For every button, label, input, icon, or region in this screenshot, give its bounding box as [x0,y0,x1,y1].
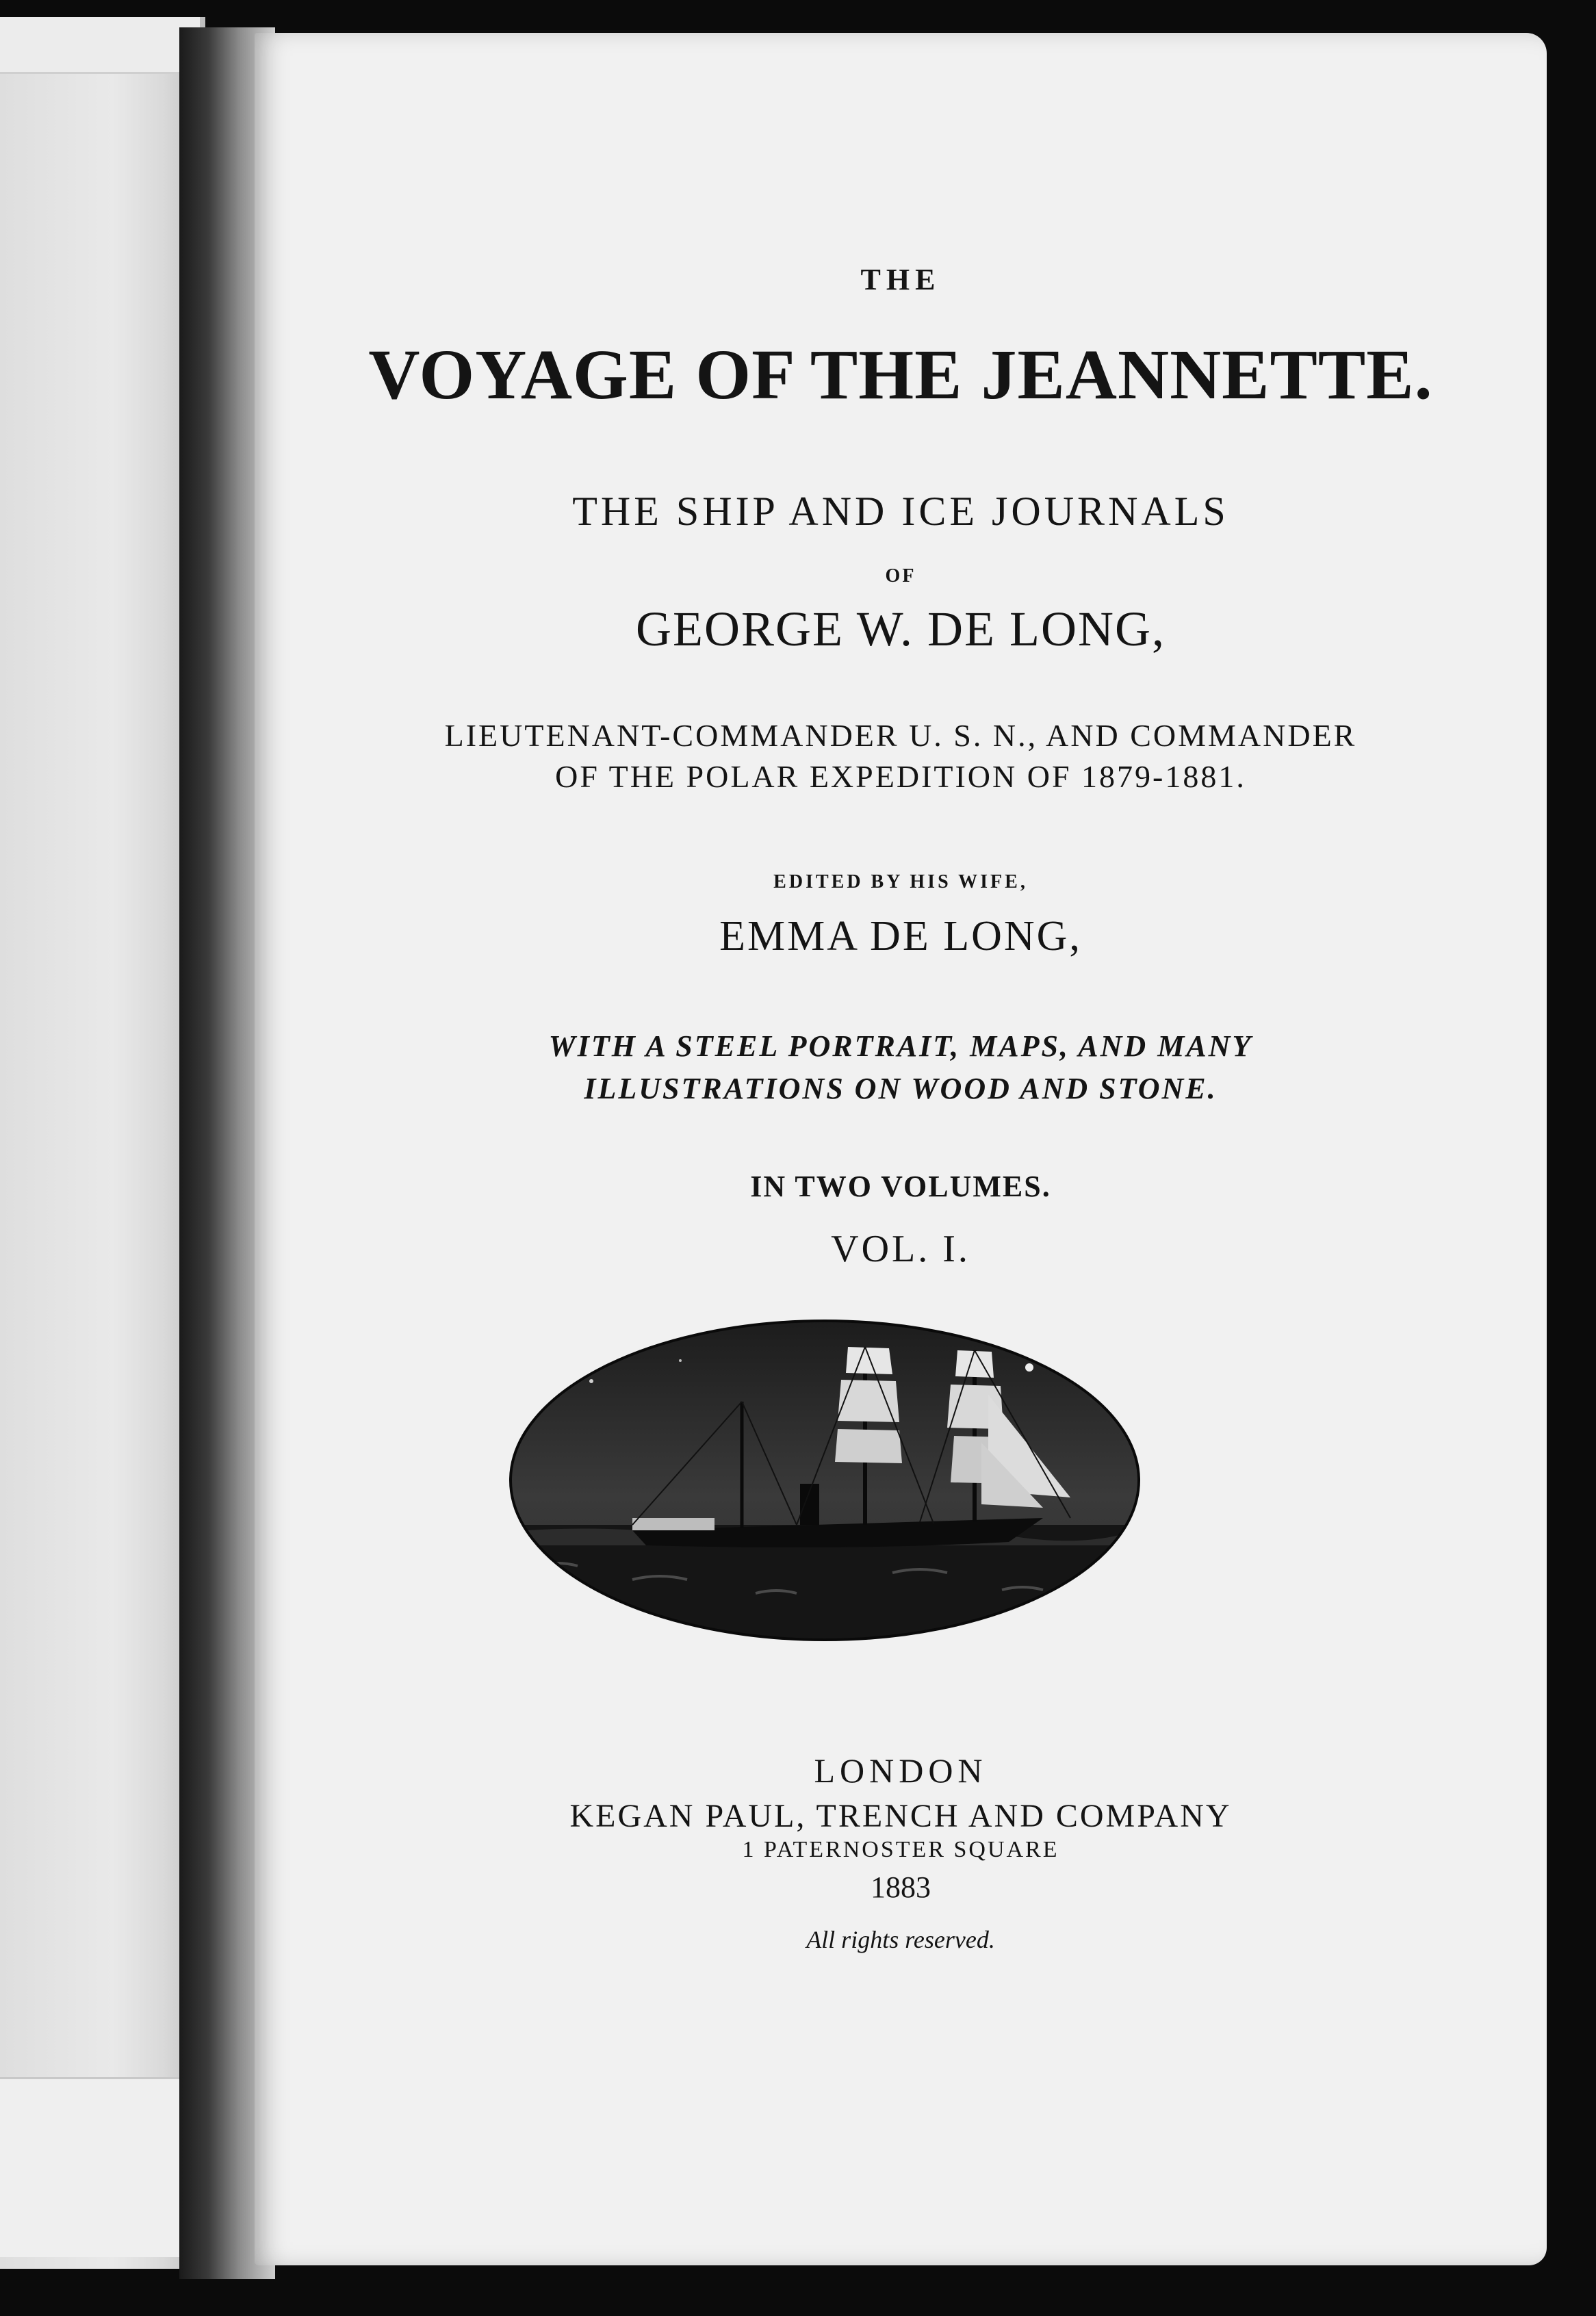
leaf-edge-top [0,17,200,74]
editor-name: EMMA DE LONG, [719,913,1082,960]
sailing-ship-icon [509,1320,1140,1641]
book-subtitle: THE SHIP AND ICE JOURNALS [572,489,1229,534]
previous-leaf [0,17,205,2269]
publisher-address: 1 PATERNOSTER SQUARE [742,1837,1059,1862]
author-rank-line-2: OF THE POLAR EXPEDITION OF 1879-1881. [555,759,1246,794]
author-name: GEORGE W. DE LONG, [636,602,1166,656]
book-title: VOYAGE OF THE JEANNETTE. [368,335,1433,414]
imprint-city: LONDON [814,1751,988,1790]
publisher-name: KEGAN PAUL, TRENCH AND COMPANY [569,1798,1232,1834]
rights-notice: All rights reserved. [806,1926,995,1953]
illustrations-line-2: ILLUSTRATIONS ON WOOD AND STONE. [584,1072,1218,1105]
title-page [255,33,1547,2265]
leaf-edge-bottom [0,2077,179,2257]
publication-year: 1883 [871,1870,931,1904]
edited-by-label: EDITED BY HIS WIFE, [773,871,1028,892]
volume-count: IN TWO VOLUMES. [750,1170,1051,1203]
volume-number: VOL. I. [831,1228,970,1270]
title-article: THE [860,263,941,296]
illustrations-line-1: WITH A STEEL PORTRAIT, MAPS, AND MANY [548,1029,1253,1063]
author-rank-line-1: LIEUTENANT-COMMANDER U. S. N., AND COMMANDER [444,718,1357,753]
of-label: OF [885,565,916,587]
